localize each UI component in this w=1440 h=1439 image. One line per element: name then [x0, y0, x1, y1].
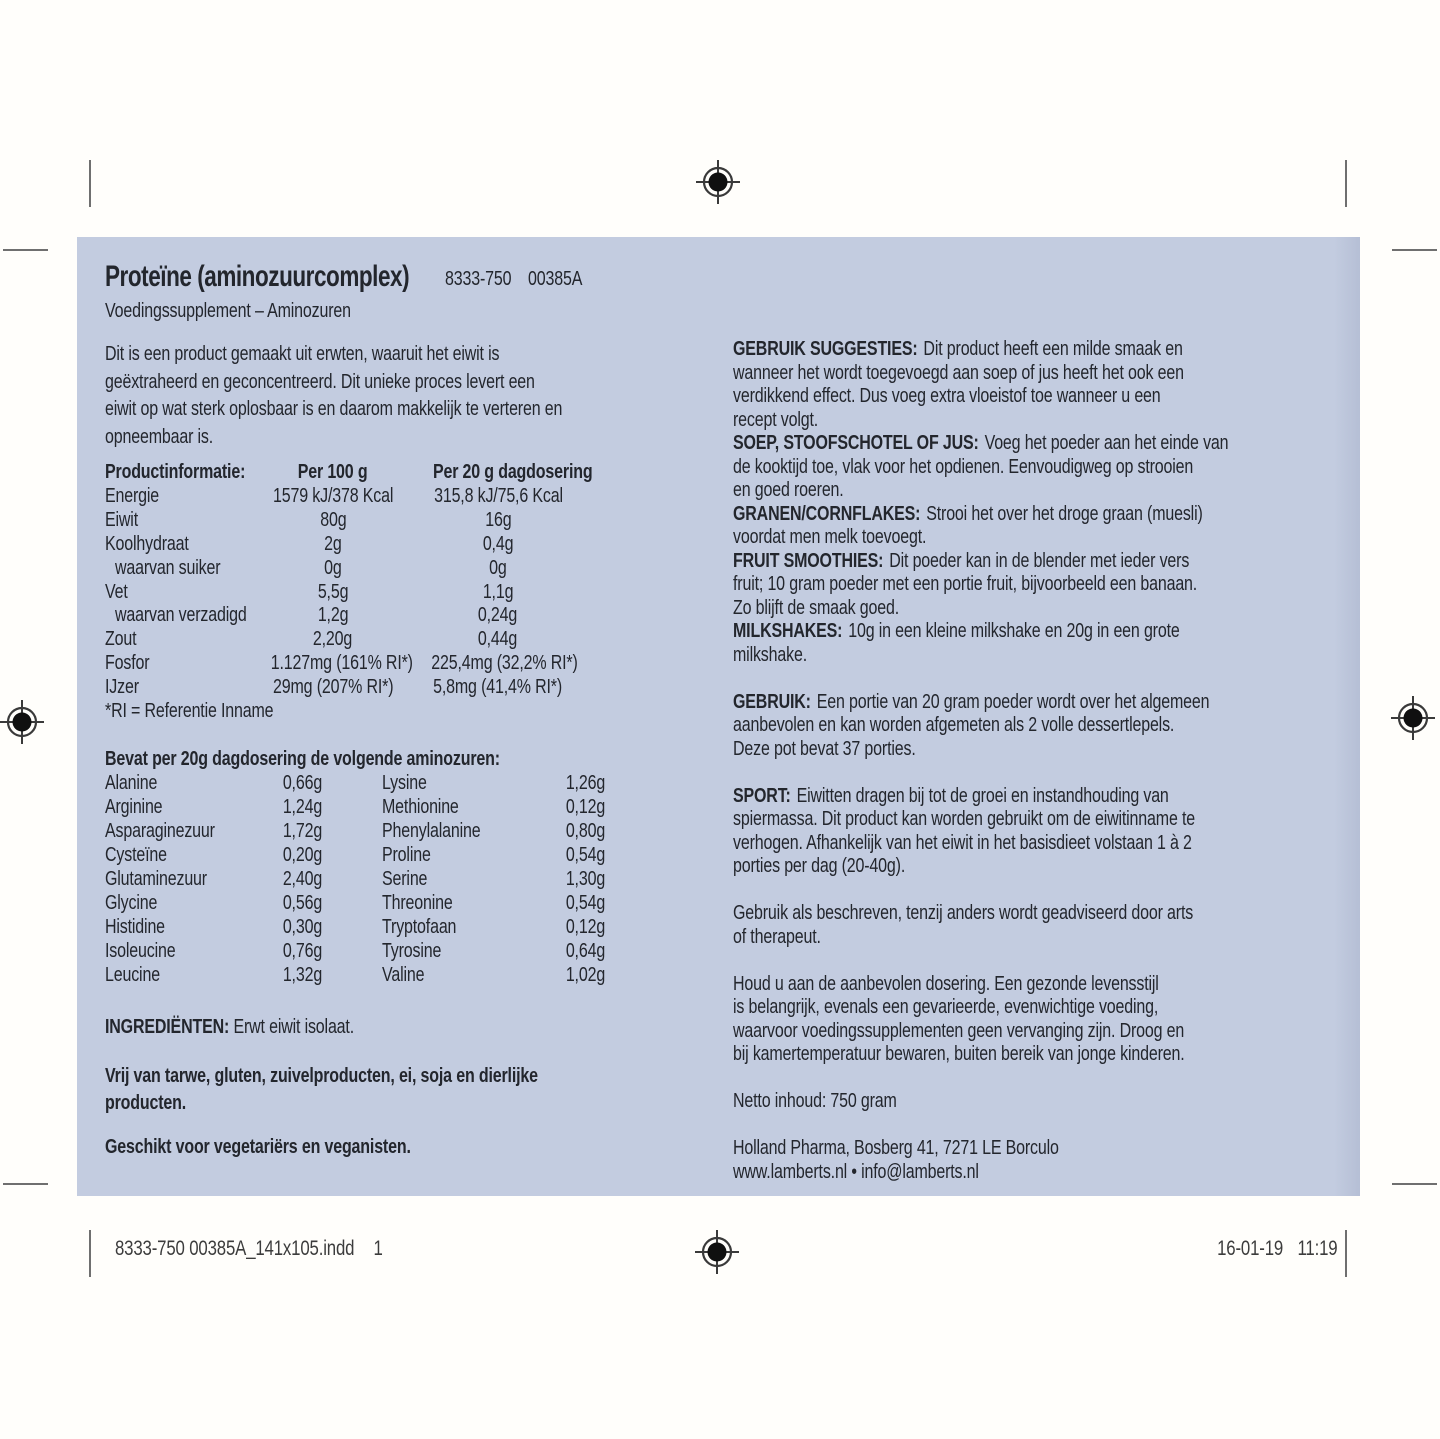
- text-line: 1,26g: [565, 772, 605, 794]
- column-spacer: [322, 843, 382, 867]
- section-lead: GEBRUIK:: [733, 690, 816, 713]
- crop-mark: [89, 160, 91, 207]
- crop-mark: [1345, 160, 1347, 207]
- text-line-content: opneembaar is.: [105, 425, 214, 448]
- amino-value: [532, 867, 605, 891]
- text-line-content: is belangrijk, evenals een gevarieerde, evenwichtige voeding,: [733, 996, 1159, 1018]
- nutrition-row: [105, 533, 583, 557]
- nutrient-value-per100g: 80g: [319, 508, 347, 531]
- nutrient-value-per20g: 0,44g: [478, 628, 518, 651]
- text-line: 0,66g: [282, 772, 322, 794]
- text-line: [733, 855, 1352, 879]
- nutrient-value-per100g: 1,2g: [317, 604, 349, 627]
- nutrient-per100g-cell: [253, 604, 413, 628]
- text-line: [733, 573, 1352, 597]
- nutrition-row: [105, 509, 583, 533]
- text-line: [733, 362, 1352, 386]
- nutrient-value-per100g: 1579 kJ/378 Kcal: [272, 484, 394, 507]
- amino-row: [105, 843, 605, 867]
- nutrient-per20g-cell: [413, 604, 583, 628]
- text-line-content: bij kamertemperatuur bewaren, buiten bereik van jonge kinderen.: [733, 1043, 1185, 1065]
- text-line-content: SPORT: Eiwitten dragen bij tot de groei en instandhouding van: [733, 784, 1169, 807]
- amino-row: [105, 819, 605, 843]
- text-line: [733, 1161, 1352, 1185]
- text-line-content: milkshake.: [733, 643, 807, 666]
- amino-name: [382, 867, 532, 891]
- amino-value: [257, 963, 322, 987]
- text-line: 0,56g: [282, 892, 322, 914]
- registration-mark-icon: [695, 1230, 739, 1274]
- crop-mark: [3, 1183, 48, 1185]
- text-line: [733, 691, 1352, 715]
- amino-row: [105, 915, 605, 939]
- text-line: Glycine: [105, 892, 158, 914]
- nutrition-col-per100g: Per 100 g: [298, 461, 368, 483]
- text-line: [733, 597, 1352, 621]
- text-line: [733, 1043, 1352, 1067]
- nutrient-name-cell: [105, 676, 253, 700]
- crop-mark: [89, 1230, 91, 1277]
- amino-row: [105, 939, 605, 963]
- amino-name: [382, 771, 532, 795]
- text-line-content: producten.: [105, 1092, 187, 1114]
- text-line-content: FRUIT SMOOTHIES: Dit poeder kan in de blender met ieder vers: [733, 549, 1190, 572]
- nutrient-per20g-cell: [413, 557, 583, 581]
- text-line: [733, 738, 1352, 762]
- slug-datetime: [1187, 1236, 1337, 1262]
- nutrient-name: Fosfor: [105, 652, 150, 675]
- label-panel: [77, 237, 1360, 1196]
- nutrient-per100g-cell: [253, 533, 413, 557]
- nutrient-name: Koolhydraat: [105, 532, 189, 555]
- amino-value: [257, 843, 322, 867]
- nutrient-per20g-cell: [413, 509, 583, 533]
- amino-heading: Bevat per 20g dagdosering de volgende aminozuren:: [105, 748, 500, 770]
- section-lead: GRANEN/CORNFLAKES:: [733, 502, 925, 525]
- text-line: Serine: [382, 868, 428, 890]
- text-line: 0,12g: [565, 796, 605, 818]
- text-line-content: Dit is een product gemaakt uit erwten, waaruit het eiwit is: [105, 343, 500, 365]
- nutrition-col-label: Productinformatie:: [105, 461, 246, 483]
- text-line-content: spiermassa. Dit product kan worden gebruikt om de eiwitinname te: [733, 808, 1195, 830]
- text-line: [733, 550, 1352, 574]
- nutrient-value-per20g: 0,24g: [478, 604, 518, 627]
- text-line: [733, 996, 1352, 1020]
- nutrient-per100g-cell: [253, 581, 413, 605]
- nutrient-per20g-cell: [413, 485, 583, 509]
- column-spacer: [322, 771, 382, 795]
- nutrient-value-per100g: 0g: [324, 556, 342, 579]
- nutrient-value-per100g: 5,5g: [317, 580, 349, 603]
- amino-name: [105, 915, 257, 939]
- text-line-content: SOEP, STOOFSCHOTEL OF JUS: Voeg het poeder aan het einde van: [733, 432, 1229, 454]
- nutrient-per20g-cell: [413, 676, 583, 700]
- text-line: Alanine: [105, 772, 158, 794]
- crop-mark: [3, 249, 48, 251]
- text-line-content: GRANEN/CORNFLAKES: Strooi het over het droge graan (muesli): [733, 502, 1203, 525]
- nutrient-per100g-cell: [253, 557, 413, 581]
- nutrient-per100g-cell: [253, 652, 413, 676]
- usage-block: [733, 1137, 1352, 1184]
- product-code-secondary: 00385A: [528, 268, 583, 290]
- amino-name: [382, 819, 532, 843]
- text-line: Methionine: [382, 796, 459, 818]
- text-line: Valine: [382, 964, 425, 986]
- text-line: 0,54g: [565, 892, 605, 914]
- text-line: [733, 926, 1352, 950]
- nutrient-name-cell: [105, 509, 253, 533]
- column-spacer: [322, 963, 382, 987]
- nutrition-row: [105, 604, 583, 628]
- registration-mark-icon: [1391, 696, 1435, 740]
- text-line: [733, 973, 1352, 997]
- text-line: 1,02g: [565, 964, 605, 986]
- text-line: 1,72g: [282, 820, 322, 842]
- amino-name: [105, 891, 257, 915]
- text-line: [733, 1137, 1352, 1161]
- nutrition-header-row: [105, 461, 593, 485]
- nutrient-name: Energie: [105, 484, 160, 507]
- text-line-content: Holland Pharma, Bosberg 41, 7271 LE Borculo: [733, 1137, 1059, 1159]
- nutrient-value-per20g: 0,4g: [482, 532, 514, 555]
- nutrient-per20g-cell: [413, 652, 583, 676]
- amino-row: [105, 891, 605, 915]
- text-line: [105, 396, 677, 424]
- column-spacer: [322, 915, 382, 939]
- nutrient-per20g-cell: [413, 533, 583, 557]
- text-line: 2,40g: [282, 868, 322, 890]
- amino-name: [105, 843, 257, 867]
- nutrient-value-per20g: 1,1g: [482, 580, 514, 603]
- nutrient-name: Zout: [105, 628, 137, 651]
- product-title: Proteïne (aminozuurcomplex): [105, 260, 410, 293]
- text-line: Tyrosine: [382, 940, 442, 962]
- nutrient-value-per100g: 2g: [324, 532, 342, 555]
- slug-page-number: 1: [373, 1237, 383, 1260]
- text-line: Arginine: [105, 796, 163, 818]
- text-line: [733, 1090, 1352, 1114]
- text-line: Cysteïne: [105, 844, 167, 866]
- usage-block: [733, 691, 1352, 762]
- amino-value: [532, 915, 605, 939]
- section-lead: SPORT:: [733, 784, 795, 807]
- amino-value: [257, 891, 322, 915]
- text-line: [733, 432, 1352, 456]
- amino-value: [257, 819, 322, 843]
- nutrient-name: IJzer: [105, 676, 139, 699]
- nutrient-value-per20g: 5,8mg (41,4% RI*): [433, 676, 563, 699]
- text-line: Glutaminezuur: [105, 868, 207, 890]
- ingredients: [105, 1014, 416, 1040]
- text-line-content: fruit; 10 gram poeder met een portie fruit, bijvoorbeeld een banaan.: [733, 573, 1198, 595]
- crop-mark: [1392, 1183, 1437, 1185]
- text-line: [733, 644, 1352, 668]
- amino-row: [105, 795, 605, 819]
- product-subtitle: Voedingssupplement – Aminozuren: [105, 300, 351, 322]
- text-line: 0,20g: [282, 844, 322, 866]
- text-line: [733, 902, 1352, 926]
- column-spacer: [322, 795, 382, 819]
- amino-row: [105, 867, 605, 891]
- nutrition-row: [105, 485, 583, 509]
- nutrient-name: Eiwit: [105, 508, 138, 531]
- amino-rows: [105, 771, 605, 987]
- text-line: Isoleucine: [105, 940, 176, 962]
- amino-name: [382, 891, 532, 915]
- usage-block: [733, 550, 1352, 621]
- text-line: [733, 526, 1352, 550]
- amino-value: [257, 771, 322, 795]
- text-line: 0,54g: [565, 844, 605, 866]
- usage-block: [733, 1090, 1352, 1114]
- section-lead: GEBRUIK SUGGESTIES:: [733, 338, 922, 360]
- text-line: Phenylalanine: [382, 820, 481, 842]
- nutrient-name-cell: [105, 628, 253, 652]
- amino-value: [257, 939, 322, 963]
- amino-name: [105, 771, 257, 795]
- nutrient-value-per20g: 225,4mg (32,2% RI*): [431, 652, 578, 675]
- section-lead: MILKSHAKES:: [733, 620, 847, 642]
- text-line-content: verhogen. Afhankelijk van het eiwit in het basisdieet volstaan 1 à 2: [733, 831, 1192, 854]
- text-line: 0,12g: [565, 916, 605, 938]
- nutrient-value-per100g: 2,20g: [313, 628, 353, 651]
- text-line: [733, 785, 1352, 809]
- text-line-content: porties per dag (20-40g).: [733, 855, 906, 877]
- amino-name: [105, 867, 257, 891]
- text-line: [733, 714, 1352, 738]
- amino-name: [105, 939, 257, 963]
- text-line: [733, 409, 1352, 433]
- amino-name: [382, 939, 532, 963]
- text-line-content: verdikkend effect. Dus voeg extra vloeistof toe wanneer u een: [733, 385, 1161, 407]
- nutrient-name-cell: [105, 533, 253, 557]
- text-line: 0,76g: [282, 940, 322, 962]
- nutrient-name: waarvan suiker: [115, 556, 221, 579]
- text-line-content: wanneer het wordt toegevoegd aan soep of jus heeft het ook een: [733, 361, 1184, 384]
- amino-name: [105, 795, 257, 819]
- amino-value: [532, 891, 605, 915]
- amino-row: [105, 771, 605, 795]
- nutrition-row: [105, 676, 583, 700]
- text-line: [733, 808, 1352, 832]
- amino-value: [532, 819, 605, 843]
- nutrient-value-per20g: 0g: [489, 556, 507, 579]
- allergen-statement: [105, 1063, 646, 1117]
- usage-block: [733, 620, 1352, 667]
- amino-name: [382, 795, 532, 819]
- text-line: 0,80g: [565, 820, 605, 842]
- slug-time: 11:19: [1297, 1237, 1337, 1260]
- text-line-content: www.lamberts.nl • info@lamberts.nl: [733, 1160, 979, 1183]
- text-line-content: MILKSHAKES: 10g in een kleine milkshake en 20g in een grote: [733, 620, 1180, 642]
- section-lead: FRUIT SMOOTHIES:: [733, 549, 888, 572]
- amino-value: [257, 915, 322, 939]
- text-line: [733, 1020, 1352, 1044]
- usage-blocks: [733, 338, 1352, 1184]
- text-line-content: waarvoor voedingssupplementen geen vervanging zijn. Droog en: [733, 1019, 1185, 1042]
- nutrition-row: [105, 557, 583, 581]
- text-line: [105, 341, 677, 369]
- text-line: [733, 832, 1352, 856]
- text-line: [105, 424, 677, 452]
- amino-value: [257, 795, 322, 819]
- amino-name: [382, 963, 532, 987]
- amino-name: [105, 819, 257, 843]
- nutrient-name-cell: [105, 652, 253, 676]
- slug-filename: 8333-750 00385A_141x105.indd 1: [115, 1237, 383, 1260]
- nutrient-value-per20g: 315,8 kJ/75,6 Kcal: [433, 484, 563, 507]
- text-line: [105, 369, 677, 397]
- intro-paragraph: [105, 341, 677, 451]
- text-line: Tryptofaan: [382, 916, 457, 938]
- amino-value: [257, 867, 322, 891]
- crop-mark: [1345, 1230, 1347, 1277]
- nutrition-row: [105, 628, 583, 652]
- text-line-content: Vrij van tarwe, gluten, zuivelproducten, ei, soja en dierlijke: [105, 1065, 538, 1087]
- nutrition-row: [105, 581, 583, 605]
- nutrient-name-cell: [105, 557, 253, 581]
- nutrient-per100g-cell: [253, 628, 413, 652]
- amino-name: [382, 915, 532, 939]
- amino-value: [532, 771, 605, 795]
- nutrition-rows: [105, 485, 583, 700]
- column-spacer: [322, 867, 382, 891]
- text-line-content: de kooktijd toe, vlak voor het opdienen. Eenvoudigweg op strooien: [733, 455, 1194, 478]
- text-line: [733, 620, 1352, 644]
- text-line-content: eiwit op wat sterk oplosbaar is en daarom makkelijk te verteren en: [105, 398, 563, 420]
- crop-mark: [1392, 249, 1437, 251]
- text-line: 1,32g: [282, 964, 322, 986]
- text-line-content: Deze pot bevat 37 porties.: [733, 737, 916, 760]
- text-line: [733, 338, 1352, 362]
- nutrient-per100g-cell: [253, 676, 413, 700]
- text-line-content: GEBRUIK SUGGESTIES: Dit product heeft een milde smaak en: [733, 338, 1183, 360]
- nutrient-value-per20g: 16g: [484, 508, 512, 531]
- nutrient-name-cell: [105, 604, 253, 628]
- nutrition-table: [105, 461, 593, 724]
- text-line-content: recept volgt.: [733, 408, 819, 431]
- text-line: [733, 503, 1352, 527]
- column-spacer: [322, 891, 382, 915]
- nutrient-per100g-cell: [253, 485, 413, 509]
- text-line: [733, 385, 1352, 409]
- text-line-content: GEBRUIK: Een portie van 20 gram poeder wordt over het algemeen: [733, 690, 1210, 713]
- ingredients-text: Erwt eiwit isolaat.: [233, 1016, 354, 1038]
- amino-acid-table: [105, 747, 605, 987]
- amino-value: [532, 963, 605, 987]
- product-code-primary: 8333-750: [445, 268, 512, 290]
- nutrient-name: Vet: [105, 580, 128, 603]
- amino-name: [382, 843, 532, 867]
- text-line: Leucine: [105, 964, 160, 986]
- usage-block: [733, 973, 1352, 1067]
- nutrition-row: [105, 652, 583, 676]
- amino-value: [532, 795, 605, 819]
- text-line: [105, 1090, 646, 1117]
- text-line: 0,64g: [565, 940, 605, 962]
- text-line: Asparaginezuur: [105, 820, 215, 842]
- registration-mark-icon: [696, 160, 740, 204]
- nutrient-value-per100g: 29mg (207% RI*): [272, 676, 394, 699]
- nutrient-per20g-cell: [413, 581, 583, 605]
- text-line: [733, 456, 1352, 480]
- usage-block: [733, 785, 1352, 879]
- text-line-content: geëxtraheerd en geconcentreerd. Dit unieke proces levert een: [105, 370, 535, 393]
- amino-value: [532, 843, 605, 867]
- column-spacer: [322, 819, 382, 843]
- nutrient-name-cell: [105, 485, 253, 509]
- text-line: 1,30g: [565, 868, 605, 890]
- column-spacer: [322, 939, 382, 963]
- amino-name: [105, 963, 257, 987]
- registration-mark-icon: [0, 700, 44, 744]
- nutrient-per100g-cell: [253, 509, 413, 533]
- text-line: 1,24g: [282, 796, 322, 818]
- nutrient-value-per100g: 1.127mg (161% RI*): [270, 652, 413, 675]
- text-line-content: aanbevolen en kan worden afgemeten als 2 volle dessertlepels.: [733, 714, 1175, 736]
- usage-block: [733, 503, 1352, 550]
- text-line-content: Zo blijft de smaak goed.: [733, 596, 900, 619]
- usage-block: [733, 338, 1352, 432]
- text-line: [733, 479, 1352, 503]
- text-line: Lysine: [382, 772, 427, 794]
- text-line: Histidine: [105, 916, 165, 938]
- ingredients-lead: INGREDIËNTEN:: [105, 1016, 230, 1038]
- usage-block: [733, 432, 1352, 503]
- usage-block: [733, 902, 1352, 949]
- slug-date: 16-01-19: [1216, 1237, 1283, 1260]
- nutrition-footnote: *RI = Referentie Inname: [105, 700, 274, 723]
- text-line: [105, 1063, 646, 1090]
- text-line-content: Gebruik als beschreven, tenzij anders wordt geadviseerd door arts: [733, 902, 1194, 924]
- amino-value: [532, 939, 605, 963]
- section-lead: SOEP, STOOFSCHOTEL OF JUS:: [733, 432, 983, 454]
- text-line-content: Houd u aan de aanbevolen dosering. Een gezonde levensstijl: [733, 972, 1159, 995]
- text-line-content: Netto inhoud: 750 gram: [733, 1090, 897, 1112]
- text-line-content: en goed roeren.: [733, 479, 844, 501]
- text-line-content: voordat men melk toevoegt.: [733, 526, 927, 548]
- amino-row: [105, 963, 605, 987]
- suitability-statement: Geschikt voor vegetariërs en veganisten.: [105, 1136, 411, 1158]
- nutrient-per20g-cell: [413, 628, 583, 652]
- nutrient-name-cell: [105, 581, 253, 605]
- nutrition-col-per20g: Per 20 g dagdosering: [432, 461, 593, 483]
- text-line-content: of therapeut.: [733, 925, 821, 948]
- text-line: 0,30g: [282, 916, 322, 938]
- text-line: Proline: [382, 844, 431, 866]
- nutrient-name: waarvan verzadigd: [115, 604, 247, 627]
- text-line: Threonine: [382, 892, 453, 914]
